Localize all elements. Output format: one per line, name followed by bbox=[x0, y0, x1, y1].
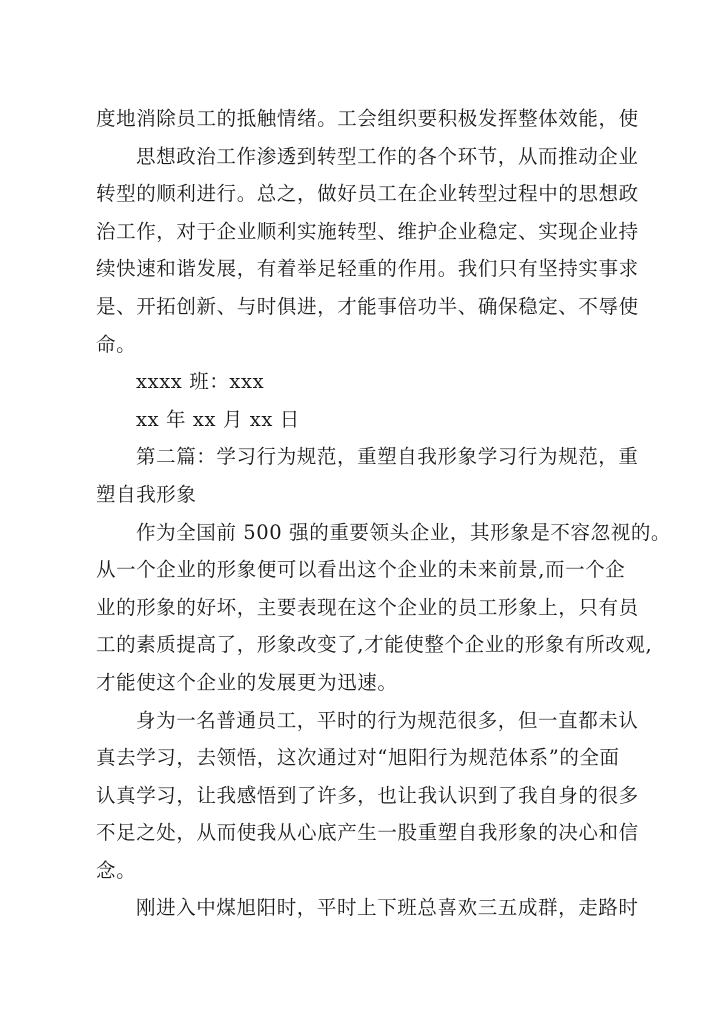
text-line: 从一个企业的形象便可以看出这个企业的未来前景,而一个企 bbox=[96, 558, 626, 582]
text-line: 转型的顺利进行。总之，做好员工在企业转型过程中的思想政 bbox=[96, 182, 639, 206]
text-line: 是、开拓创新、与时俱进，才能事倍功半、确保稳定、不辱使 bbox=[96, 294, 639, 318]
text-line: 刚进入中煤旭阳时，平时上下班总喜欢三五成群，走路时 bbox=[136, 896, 639, 920]
text-line: 身为一名普通员工，平时的行为规范很多，但一直都未认 bbox=[136, 708, 639, 732]
text-line: 续快速和谐发展，有着举足轻重的作用。我们只有坚持实事求 bbox=[96, 257, 639, 281]
text-line: 思想政治工作渗透到转型工作的各个环节，从而推动企业 bbox=[136, 144, 639, 168]
text-line: 工的素质提高了，形象改变了,才能使整个企业的形象有所改观, bbox=[96, 633, 653, 657]
text-line: 念。 bbox=[96, 858, 137, 882]
text-line: 治工作，对于企业顺利实施转型、维护企业稳定、实现企业持 bbox=[96, 219, 639, 243]
text-line: 命。 bbox=[96, 332, 137, 356]
text-line: 度地消除员工的抵触情绪。工会组织要积极发挥整体效能，使 bbox=[96, 107, 639, 130]
signature-class-line: xxxx 班：xxx bbox=[136, 370, 265, 394]
text-line: 认真学习，让我感悟到了许多，也让我认识到了我自身的很多 bbox=[96, 783, 639, 807]
signature-date-line: xx 年 xx 月 xx 日 bbox=[136, 407, 300, 431]
text-line: 作为全国前 500 强的重要领头企业，其形象是不容忽视的。 bbox=[136, 520, 672, 544]
section-heading-line: 第二篇：学习行为规范，重塑自我形象学习行为规范，重 bbox=[136, 445, 639, 469]
text-line: 不足之处，从而使我从心底产生一股重塑自我形象的决心和信 bbox=[96, 821, 639, 845]
document-page bbox=[96, 100, 672, 927]
section-heading-line: 塑自我形象 bbox=[96, 482, 197, 506]
text-line: 才能使这个企业的发展更为迅速。 bbox=[96, 670, 398, 694]
text-line: 真去学习，去领悟，这次通过对“旭阳行为规范体系”的全面 bbox=[96, 746, 620, 770]
text-line: 业的形象的好坏，主要表现在这个企业的员工形象上，只有员 bbox=[96, 595, 639, 619]
